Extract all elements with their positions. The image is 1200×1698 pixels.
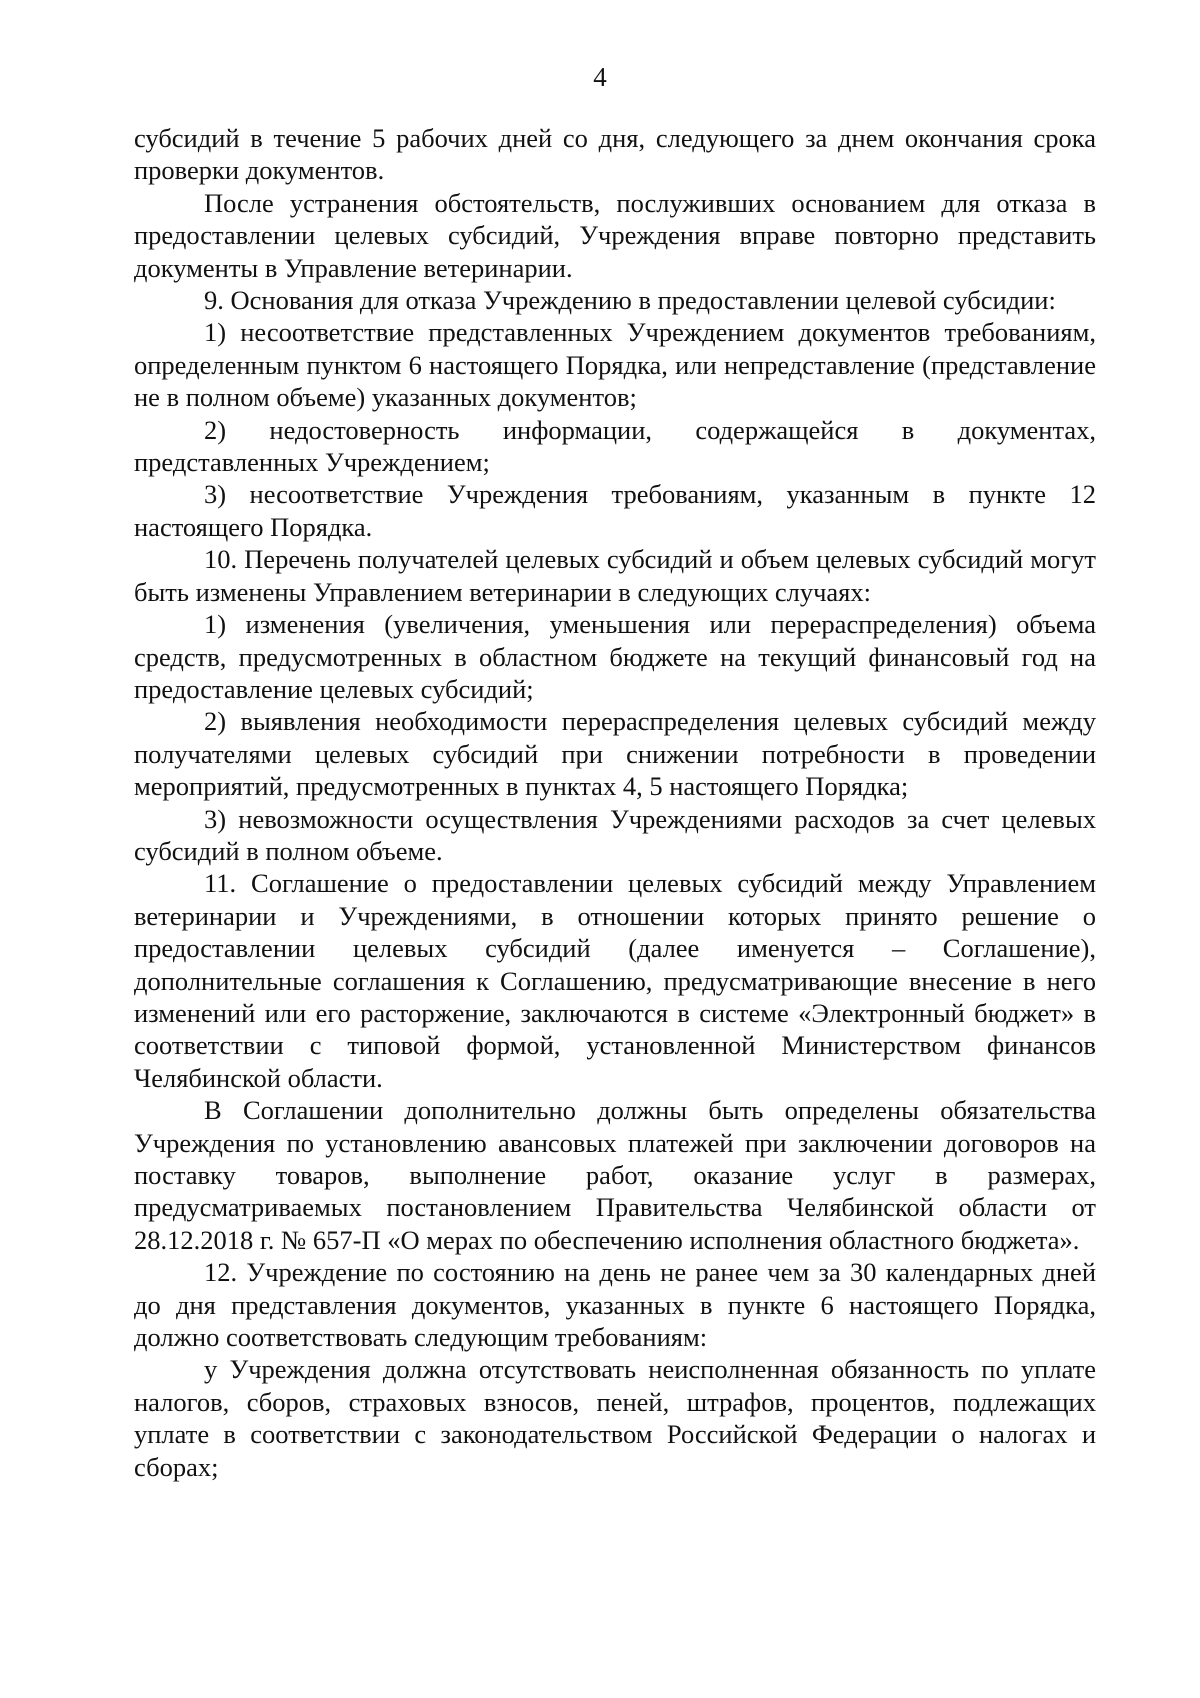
- paragraph-continuation: субсидий в течение 5 рабочих дней со дня, следующего за днем окончания срока проверки документов.: [134, 123, 1096, 186]
- clause-9-heading: 9. Основания для отказа Учреждению в предоставлении целевой субсидии:: [204, 285, 1056, 316]
- clause-10-item-2: 2) выявления необходимости перераспределения целевых субсидий между получателями целевых субсидий при снижении потребности в проведении мероприятий, предусмотренных в пунктах 4, 5 настоящего Порядка;: [134, 706, 1096, 802]
- clause-11-obligations: В Соглашении дополнительно должны быть определены обязательства Учреждения по установлению авансовых платежей при заключении договоров на поставку товаров, выполнение работ, оказание услуг в размерах, предусматриваемых постановлением Правительства Челябинской области от 28.12.2018 г. № 657-П «О мерах по обеспечению исполнения областного бюджета».: [134, 1095, 1096, 1255]
- clause-12-heading: 12. Учреждение по состоянию на день не ранее чем за 30 календарных дней до дня представления документов, указанных в пункте 6 настоящего Порядка, должно соответствовать следующим требованиям:: [134, 1257, 1096, 1353]
- clause-12-requirement-1: у Учреждения должна отсутствовать неисполненная обязанность по уплате налогов, сборов, страховых взносов, пеней, штрафов, процентов, подлежащих уплате в соответствии с законодательством Российской Федерации о налогах и сборах;: [134, 1354, 1096, 1482]
- clause-10-item-1: 1) изменения (увеличения, уменьшения или перераспределения) объема средств, предусмотренных в областном бюджете на текущий финансовый год на предоставление целевых субсидий;: [134, 609, 1096, 704]
- clause-9-item-3: 3) несоответствие Учреждения требованиям, указанным в пункте 12 настоящего Порядка.: [134, 479, 1096, 542]
- clause-10-heading: 10. Перечень получателей целевых субсидий и объем целевых субсидий могут быть изменены Управлением ветеринарии в следующих случаях:: [134, 544, 1096, 607]
- document-body: [134, 122, 1096, 1483]
- clause-9-item-2: 2) недостоверность информации, содержащейся в документах, представленных Учреждением;: [134, 414, 1096, 478]
- clause-11-text: 11. Соглашение о предоставлении целевых субсидий между Управлением ветеринарии и Учреждениями, в отношении которых принято решение о предоставлении целевых субсидий (далее именуется – Соглашение), дополнительные соглашения к Соглашению, предусматривающие внесение в него изменений или его расторжение, заключаются в системе «Электронный бюджет» в соответствии с типовой формой, установленной Министерством финансов Челябинской области.: [134, 868, 1096, 1093]
- paragraph-after-elimination: После устранения обстоятельств, послуживших основанием для отказа в предоставлении целевых субсидий, Учреждения вправе повторно представить документы в Управление ветеринарии.: [134, 187, 1096, 283]
- clause-9-item-1: 1) несоответствие представленных Учреждением документов требованиям, определенным пунктом 6 настоящего Порядка, или непредставление (представление не в полном объеме) указанных документов;: [134, 317, 1096, 413]
- clause-10-item-3: 3) невозможности осуществления Учреждениями расходов за счет целевых субсидий в полном объеме.: [134, 803, 1096, 866]
- page-number: 4: [593, 62, 607, 92]
